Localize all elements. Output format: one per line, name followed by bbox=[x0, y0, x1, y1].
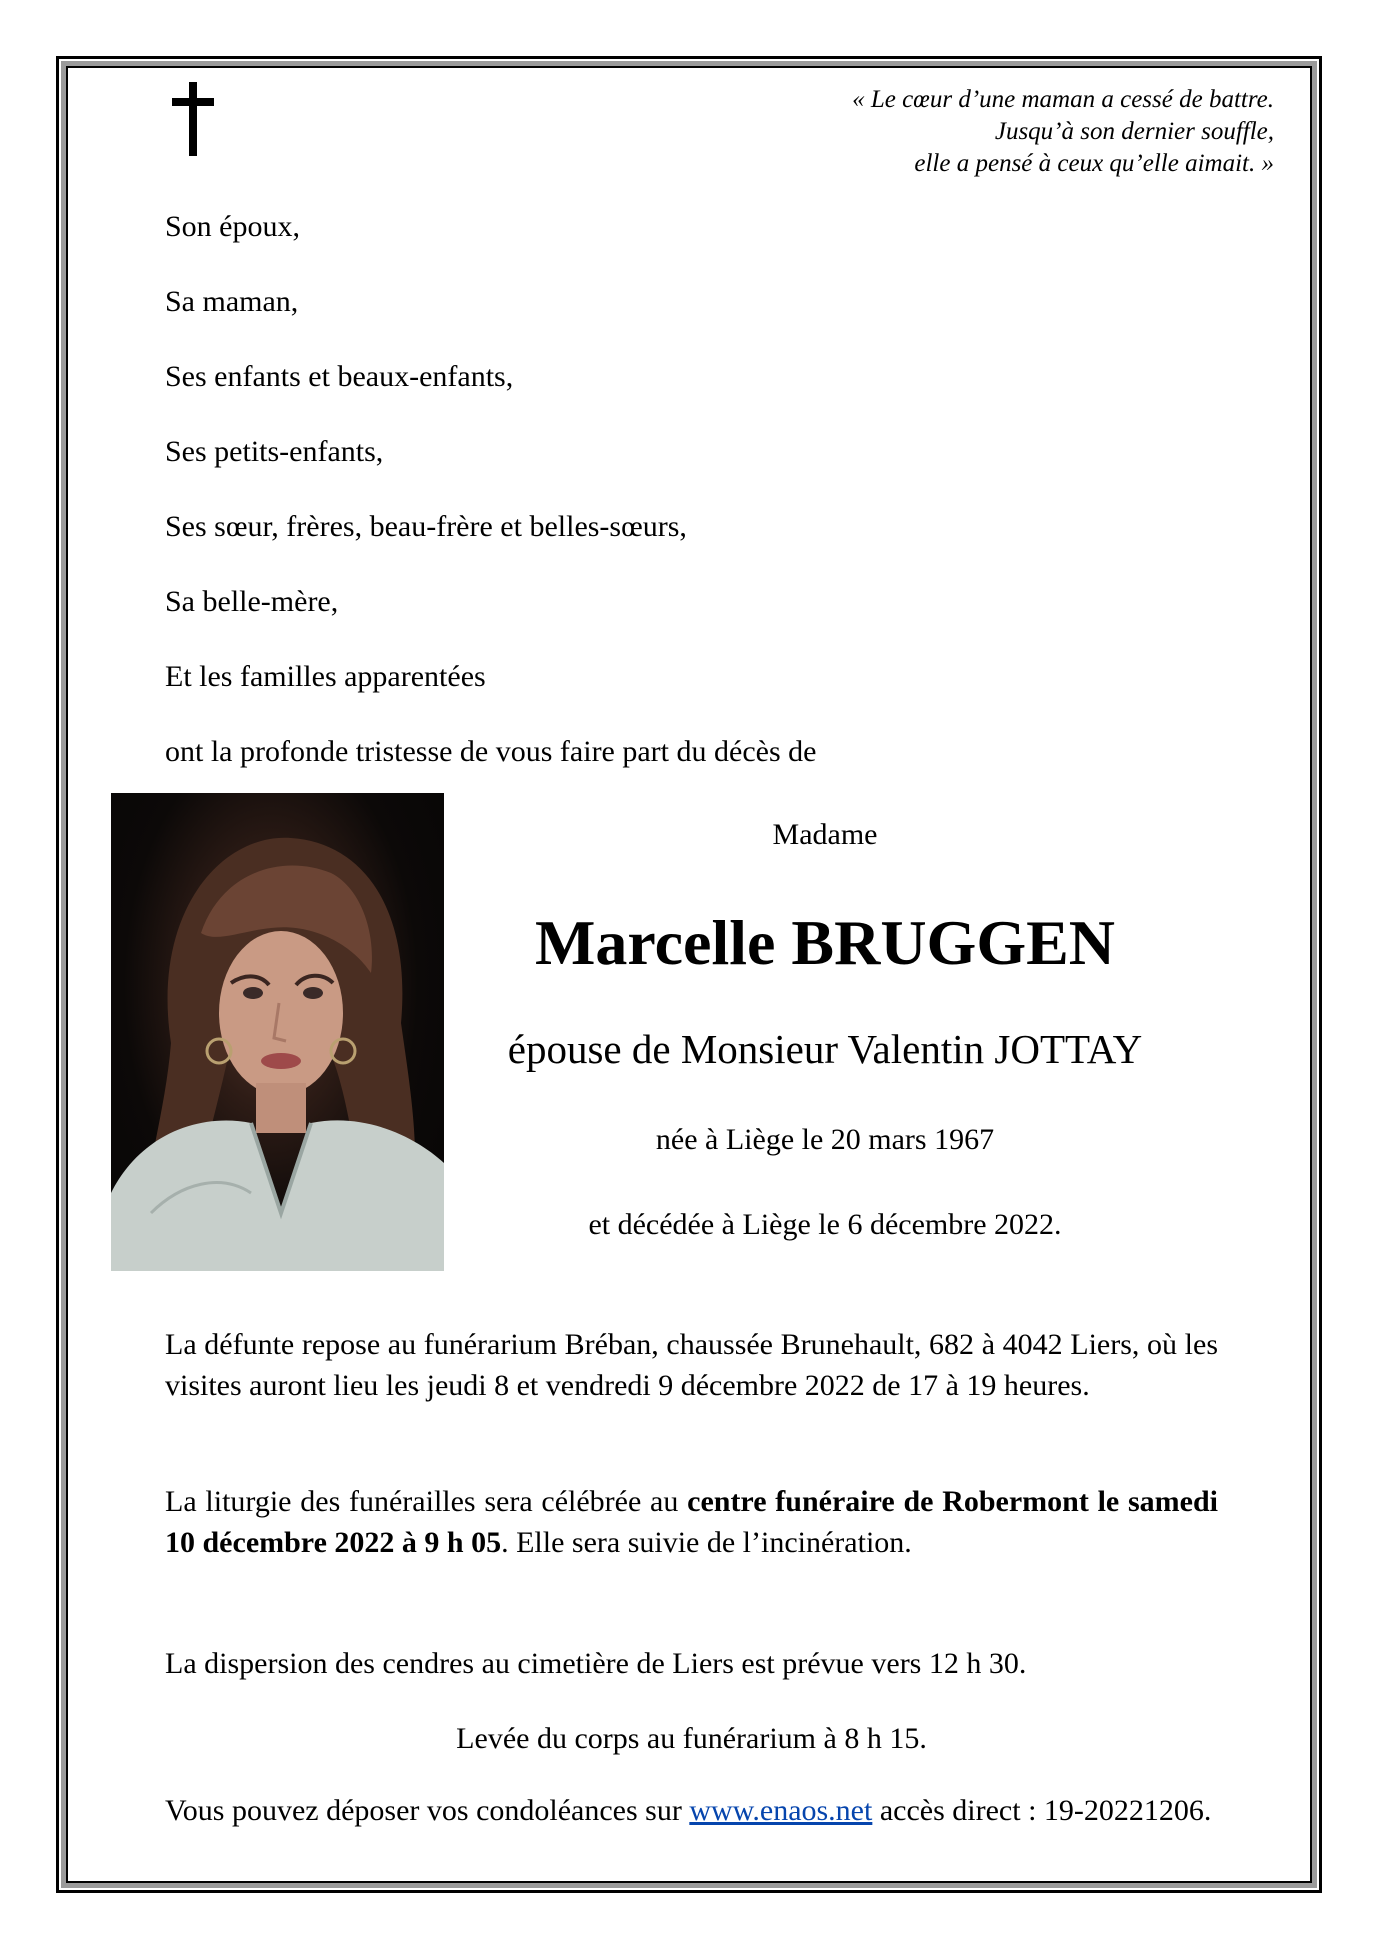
portrait-photo bbox=[111, 793, 444, 1271]
family-line-mother-in-law: Sa belle-mère, bbox=[165, 585, 339, 618]
quote-line-2: Jusqu’à son dernier souffle, bbox=[994, 118, 1274, 145]
deceased-name: Marcelle BRUGGEN bbox=[534, 907, 1116, 978]
family-line-siblings: Ses sœur, frères, beau-frère et belles-sœurs, bbox=[165, 510, 687, 543]
family-line-grandchildren: Ses petits-enfants, bbox=[165, 435, 384, 468]
liturgy-paragraph bbox=[165, 1481, 1218, 1563]
family-line-mother: Sa maman, bbox=[165, 285, 299, 318]
quote-line-1: « Le cœur d’une maman a cessé de battre. bbox=[852, 86, 1274, 113]
family-line-children: Ses enfants et beaux-enfants, bbox=[165, 360, 514, 393]
announcement-line: ont la profonde tristesse de vous faire part du décès de bbox=[165, 735, 817, 768]
honorific-title: Madame bbox=[772, 818, 878, 851]
liturgy-end: . Elle sera suivie de l’incinération. bbox=[501, 1526, 912, 1559]
quote-line-3: elle a pensé à ceux qu’elle aimait. » bbox=[914, 150, 1274, 177]
family-line-spouse: Son époux, bbox=[165, 210, 300, 243]
death-line: et décédée à Liège le 6 décembre 2022. bbox=[588, 1208, 1062, 1241]
condolences-intro: Vous pouvez déposer vos condoléances sur bbox=[165, 1794, 690, 1827]
condolences-link[interactable]: www.enaos.net bbox=[689, 1794, 873, 1827]
dispersion-paragraph: La dispersion des cendres au cimetière de Liers est prévue vers 12 h 30. bbox=[165, 1647, 1027, 1680]
liturgy-location-time: centre funéraire de Robermont le samedi 10 décembre 2022 à 9 h 05 bbox=[165, 1485, 1218, 1559]
family-list bbox=[165, 207, 816, 807]
birth-line: née à Liège le 20 mars 1967 bbox=[655, 1123, 995, 1156]
condolences-paragraph bbox=[165, 1790, 1218, 1831]
condolences-end: accès direct : 19-20221206. bbox=[872, 1794, 1212, 1827]
spouse-line: épouse de Monsieur Valentin JOTTAY bbox=[507, 1026, 1143, 1072]
epitaph-quote bbox=[574, 84, 1274, 180]
family-line-relatives: Et les familles apparentées bbox=[165, 660, 486, 693]
visitation-paragraph: La défunte repose au funérarium Bréban, chaussée Brunehault, 682 à 4042 Liers, où les visites auront lieu les jeudi 8 et vendredi 9 décembre 2022 de 17 à 19 heures. bbox=[165, 1328, 1218, 1402]
cross-icon bbox=[170, 82, 216, 156]
levee-paragraph: Levée du corps au funérarium à 8 h 15. bbox=[456, 1722, 927, 1755]
liturgy-intro: La liturgie des funérailles sera célébrée au bbox=[165, 1485, 688, 1518]
